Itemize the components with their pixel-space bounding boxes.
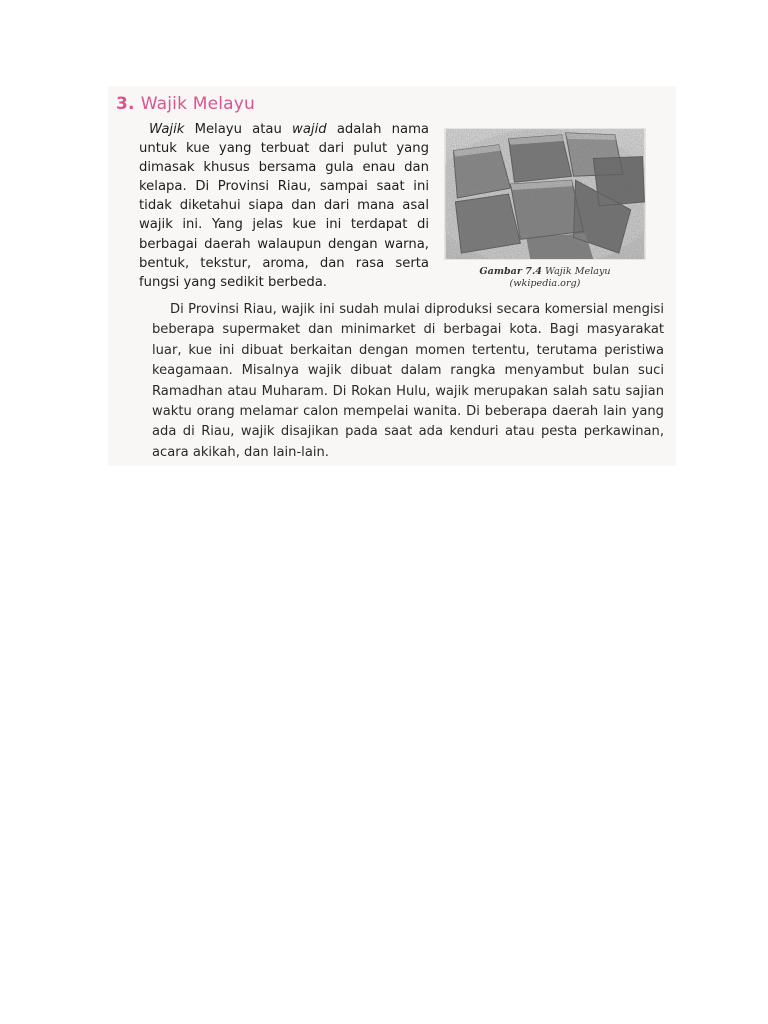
section-heading <box>116 94 255 114</box>
term-wajid: wajid <box>292 122 327 137</box>
figure-7-4 <box>444 128 646 290</box>
figure-label: Gambar 7.4 <box>479 266 542 277</box>
wajik-melayu-photo <box>444 128 646 260</box>
intro-paragraph <box>139 120 429 292</box>
section-number: 3. <box>116 94 135 114</box>
body-paragraph-text: Di Provinsi Riau, wajik ini sudah mulai diproduksi secara komersial mengisi beberapa supermaket dan minimarket di berbagai kota. Bagi masyarakat luar, kue ini dibuat berkaitan dengan momen tertentu, terutama peristiwa keagamaan. Misalnya wajik dibuat dalam rangka menyambut bulan suci Ramadhan atau Muharam. Di Rokan Hulu, wajik merupakan salah satu sajian waktu orang melamar calon mempelai wanita. Di beberapa daerah lain yang ada di Riau, wajik disajikan pada saat ada kenduri atau pesta perkawinan, acara akikah, dan lain-lain. <box>152 302 664 460</box>
body-paragraph <box>152 300 664 463</box>
section-title: Wajik Melayu <box>140 94 256 114</box>
intro-text-1: Melayu atau <box>184 122 293 137</box>
term-wajik: Wajik <box>149 122 185 137</box>
intro-text-2: adalah nama untuk kue yang terbuat dari pulut yang dimasak khusus bersama gula enau dan kelapa. Di Provinsi Riau, sampai saat ini tidak diketahui siapa dan dari mana asal wajik ini. Yang jelas kue ini terdapat di berbagai daerah walaupun dengan warna, bentuk, tekstur, aroma, dan rasa serta fungsi yang sedikit berbeda. <box>139 122 430 290</box>
figure-source: (wkipedia.org) <box>509 278 581 289</box>
figure-title: Wajik Melayu <box>545 266 611 277</box>
figure-caption <box>444 266 646 290</box>
